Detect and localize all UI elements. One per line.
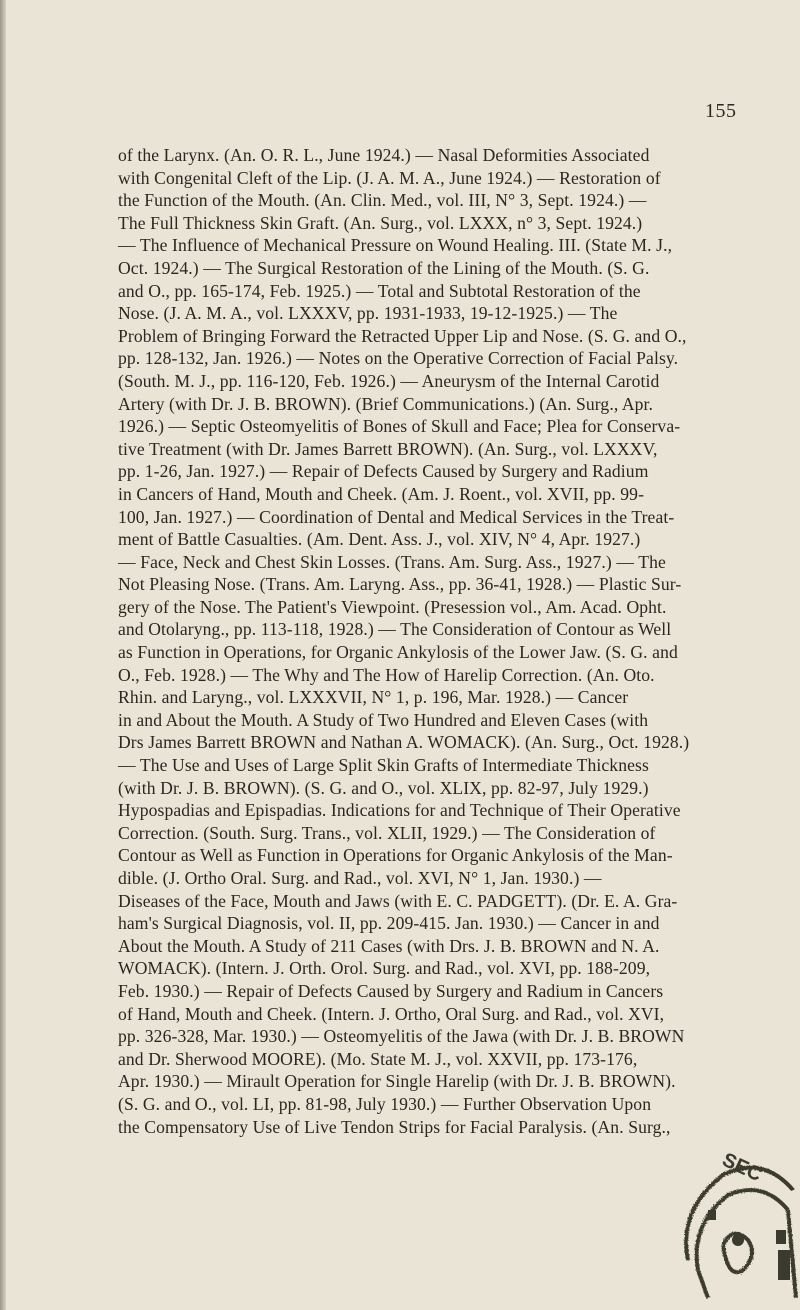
bibliography-text: of the Larynx. (An. O. R. L., June 1924.) — Nasal Deformities Associated with Congenital Cleft of the Lip. (J. A. M. A., June 1924.) — Restoration of the Function of the Mouth. (An. Clin. Med., vol. III, N° 3, Sept. 1924.) — The Full Thickness Skin Graft. (An. Surg., vol. LXXX, n° 3, Sept. 1924.) — The Influence of Mechanical Pressure on Wound Healing. III. (State M. J., Oct. 1924.) — The Surgical Restoration of the Lining of the Mouth. (S. G. and O., pp. 165-174, Feb. 1925.) — Total and Subtotal Restoration of the Nose. (J. A. M. A., vol. LXXXV, pp. 1931-1933, 19-12-1925.) — The Problem of Bringing Forward the Retracted Upper Lip and Nose. (S. G. and O., pp. 128-132, Jan. 1926.) — Notes on the Operative Correction of Facial Palsy. (South. M. J., pp. 116-120, Feb. 1926.) — Aneurysm of the Internal Carotid Artery (with Dr. J. B. BROWN). (Brief Communications.) (An. Surg., Apr. 1926.) — Septic Osteomyelitis of Bones of Skull and Face; Plea for Conserva- tive Treatment (with Dr. James Barrett BROWN). (An. Surg., vol. LXXXV, pp. 1-26, Jan. 1927.) — Repair of Defects Caused by Surgery and Radium in Cancers of Hand, Mouth and Cheek. (Am. J. Roent., vol. XVII, pp. 99- 100, Jan. 1927.) — Coordination of Dental and Medical Services in the Treat- ment of Battle Casualties. (Am. Dent. Ass. J., vol. XIV, N° 4, Apr. 1927.) — Face, Neck and Chest Skin Losses. (Trans. Am. Surg. Ass., 1927.) — The Not Pleasing Nose. (Trans. Am. Laryng. Ass., pp. 36-41, 1928.) — Plastic Sur- gery of the Nose. The Patient's Viewpoint. (Presession vol., Am. Acad. Opht. and Otolaryng., pp. 113-118, 1928.) — The Consideration of Contour as Well as Function in Operations, for Organic Ankylosis of the Lower Jaw. (S. G. and O., Feb. 1928.) — The Why and The How of Harelip Correction. (An. Oto. Rhin. and Laryng., vol. LXXXVII, N° 1, p. 196, Mar. 1928.) — Cancer in and About the Mouth. A Study of Two Hundred and Eleven Cases (with Drs James Barrett BROWN and Nathan A. WOMACK). (An. Surg., Oct. 1928.) — The Use and Uses of Large Split Skin Grafts of Intermediate Thickness (with Dr. J. B. BROWN). (S. G. and O., vol. XLIX, pp. 82-97, July 1929.) Hypospadias and Epispadias. Indications for and Technique of Their Operative Correction. (South. Surg. Trans., vol. XLII, 1929.) — The Consideration of Contour as Well as Function in Operations for Organic Ankylosis of the Man- dible. (J. Ortho Oral. Surg. and Rad., vol. XVI, N° 1, Jan. 1930.) — Diseases of the Face, Mouth and Jaws (with E. C. PADGETT). (Dr. E. A. Gra- ham's Surgical Diagnosis, vol. II, pp. 209-415. Jan. 1930.) — Cancer in and About the Mouth. A Study of 211 Cases (with Drs. J. B. BROWN and N. A. WOMACK). (Intern. J. Orth. Orol. Surg. and Rad., vol. XVI, pp. 188-209, Feb. 1930.) — Repair of Defects Caused by Surgery and Radium in Cancers of Hand, Mouth and Cheek. (Intern. J. Ortho, Oral Surg. and Rad., vol. XVI, pp. 326-328, Mar. 1930.) — Osteomyelitis of the Jawa (with Dr. J. B. BROWN and Dr. Sherwood MOORE). (Mo. State M. J., vol. XXVII, pp. 173-176, Apr. 1930.) — Mirault Operation for Single Harelip (with Dr. J. B. BROWN). (S. G. and O., vol. LI, pp. 81-98, July 1930.) — Further Observation Upon the Compensatory Use of Live Tendon Strips for Facial Paralysis. (An. Surg., xyxy=(118,145,690,1137)
page-binding-edge xyxy=(0,0,6,1310)
stamp-lettering: SEC xyxy=(718,1150,766,1187)
page-number: 155 xyxy=(705,100,737,122)
stamp-seal-icon xyxy=(668,1150,798,1300)
library-stamp xyxy=(668,1150,798,1300)
